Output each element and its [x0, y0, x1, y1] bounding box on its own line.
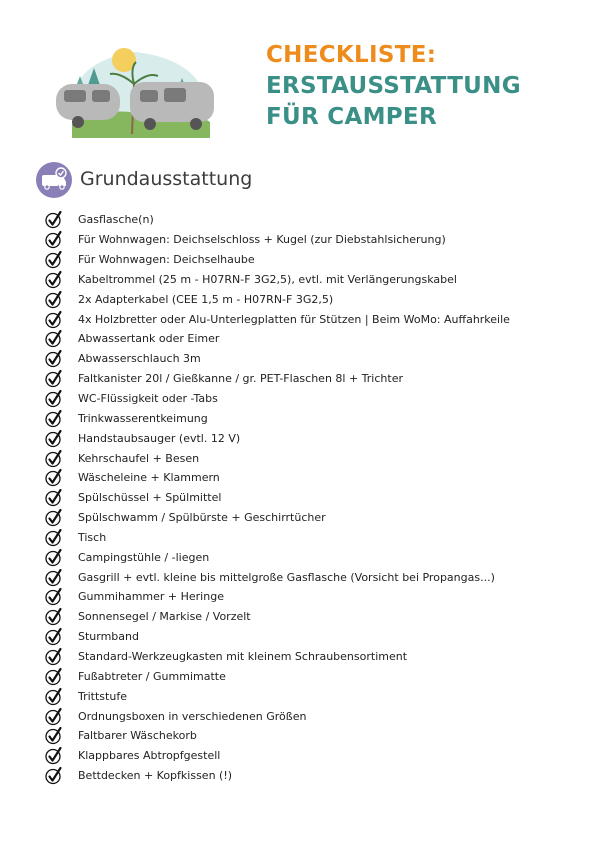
checklist-item	[44, 329, 510, 349]
checklist-item-label: Trinkwasserentkeimung	[78, 411, 208, 425]
section-title: Grundausstattung	[80, 168, 253, 190]
checkmark-circle-icon	[44, 310, 64, 329]
checklist-item	[44, 528, 510, 548]
checkmark-circle-icon	[44, 528, 64, 547]
checklist-item-label: Für Wohnwagen: Deichselhaube	[78, 253, 255, 267]
checklist-item-label: Für Wohnwagen: Deichselschloss + Kugel (zur Diebstahlsicherung)	[78, 233, 446, 247]
camper-van-check-icon	[36, 162, 72, 198]
checklist-item	[44, 686, 510, 706]
checkmark-circle-icon	[44, 707, 64, 726]
checklist-item-label: 2x Adapterkabel (CEE 1,5 m - H07RN-F 3G2,5)	[78, 292, 334, 306]
checkmark-circle-icon	[44, 409, 64, 428]
checklist-item	[44, 607, 510, 627]
checklist-item	[44, 389, 510, 409]
checklist-item-label: Kabeltrommel (25 m - H07RN-F 3G2,5), evtl. mit Verlängerungskabel	[78, 272, 457, 286]
checklist-item-label: Sonnensegel / Markise / Vorzelt	[78, 610, 251, 624]
checklist-item-label: Fußabtreter / Gummimatte	[78, 669, 226, 683]
checklist-item	[44, 726, 510, 746]
checklist-item-label: 4x Holzbretter oder Alu-Unterlegplatten für Stützen | Beim WoMo: Auffahrkeile	[78, 312, 510, 326]
checkmark-circle-icon	[44, 746, 64, 765]
checkmark-circle-icon	[44, 389, 64, 408]
checklist-item	[44, 627, 510, 647]
checkmark-circle-icon	[44, 349, 64, 368]
checklist-item	[44, 210, 510, 230]
checklist-item	[44, 230, 510, 250]
checkmark-circle-icon	[44, 568, 64, 587]
checklist-item-label: Gummihammer + Heringe	[78, 590, 224, 604]
checklist-item-label: Abwassertank oder Eimer	[78, 332, 220, 346]
camper-landscape-logo	[50, 38, 222, 148]
checkmark-circle-icon	[44, 647, 64, 666]
checkmark-circle-icon	[44, 587, 64, 606]
checkmark-circle-icon	[44, 449, 64, 468]
checklist-item-label: Standard-Werkzeugkasten mit kleinem Schraubensortiment	[78, 649, 408, 663]
checklist-item-label: Wäscheleine + Klammern	[78, 471, 220, 485]
title-line-3: FÜR CAMPER	[266, 104, 437, 130]
checklist-item-label: Tisch	[78, 530, 107, 544]
checklist-item	[44, 270, 510, 290]
checklist-item	[44, 647, 510, 667]
checklist-item-label: WC-Flüssigkeit oder -Tabs	[78, 392, 218, 406]
checkmark-circle-icon	[44, 210, 64, 229]
checkmark-circle-icon	[44, 548, 64, 567]
checklist-item	[44, 309, 510, 329]
checkmark-circle-icon	[44, 766, 64, 785]
checklist-item	[44, 408, 510, 428]
checklist-item-label: Klappbares Abtropfgestell	[78, 749, 221, 763]
checkmark-circle-icon	[44, 468, 64, 487]
checkmark-circle-icon	[44, 429, 64, 448]
checklist-item-label: Trittstufe	[78, 689, 127, 703]
checklist-item	[44, 250, 510, 270]
title-line-2: ERSTAUSSTATTUNG	[266, 73, 521, 99]
checkmark-circle-icon	[44, 627, 64, 646]
checklist-item	[44, 428, 510, 448]
checklist-item	[44, 289, 510, 309]
checklist-item	[44, 468, 510, 488]
checkmark-circle-icon	[44, 488, 64, 507]
checklist-item-label: Faltbarer Wäschekorb	[78, 729, 197, 743]
checklist-item-label: Spülschwamm / Spülbürste + Geschirrtücher	[78, 511, 326, 525]
checklist-item	[44, 746, 510, 766]
checklist-item	[44, 488, 510, 508]
checkmark-circle-icon	[44, 369, 64, 388]
checklist-item-label: Gasgrill + evtl. kleine bis mittelgroße Gasflasche (Vorsicht bei Propangas...)	[78, 570, 495, 584]
checklist-item	[44, 369, 510, 389]
page-title	[266, 40, 521, 133]
checkmark-circle-icon	[44, 290, 64, 309]
checklist-item-label: Sturmband	[78, 630, 139, 644]
checklist	[44, 210, 510, 785]
checklist-item	[44, 567, 510, 587]
checklist-item-label: Bettdecken + Kopfkissen (!)	[78, 769, 233, 783]
checklist-item-label: Faltkanister 20l / Gießkanne / gr. PET-Flaschen 8l + Trichter	[78, 372, 403, 386]
checklist-item	[44, 706, 510, 726]
checklist-item-label: Abwasserschlauch 3m	[78, 352, 201, 366]
checklist-item	[44, 448, 510, 468]
checkmark-circle-icon	[44, 607, 64, 626]
checkmark-circle-icon	[44, 508, 64, 527]
checklist-item	[44, 587, 510, 607]
checklist-item-label: Handstaubsauger (evtl. 12 V)	[78, 431, 241, 445]
checklist-item-label: Gasflasche(n)	[78, 213, 154, 227]
checklist-item-label: Ordnungsboxen in verschiedenen Größen	[78, 709, 307, 723]
checkmark-circle-icon	[44, 726, 64, 745]
checklist-item-label: Kehrschaufel + Besen	[78, 451, 200, 465]
checklist-item	[44, 508, 510, 528]
checklist-item	[44, 349, 510, 369]
checkmark-circle-icon	[44, 329, 64, 348]
title-line-1: CHECKLISTE:	[266, 42, 437, 68]
checkmark-circle-icon	[44, 230, 64, 249]
checkmark-circle-icon	[44, 687, 64, 706]
checklist-item-label: Spülschüssel + Spülmittel	[78, 491, 222, 505]
checklist-item-label: Campingstühle / -liegen	[78, 550, 210, 564]
checkmark-circle-icon	[44, 667, 64, 686]
checklist-item	[44, 666, 510, 686]
checkmark-circle-icon	[44, 270, 64, 289]
checklist-item	[44, 547, 510, 567]
checkmark-circle-icon	[44, 250, 64, 269]
checklist-item	[44, 766, 510, 786]
